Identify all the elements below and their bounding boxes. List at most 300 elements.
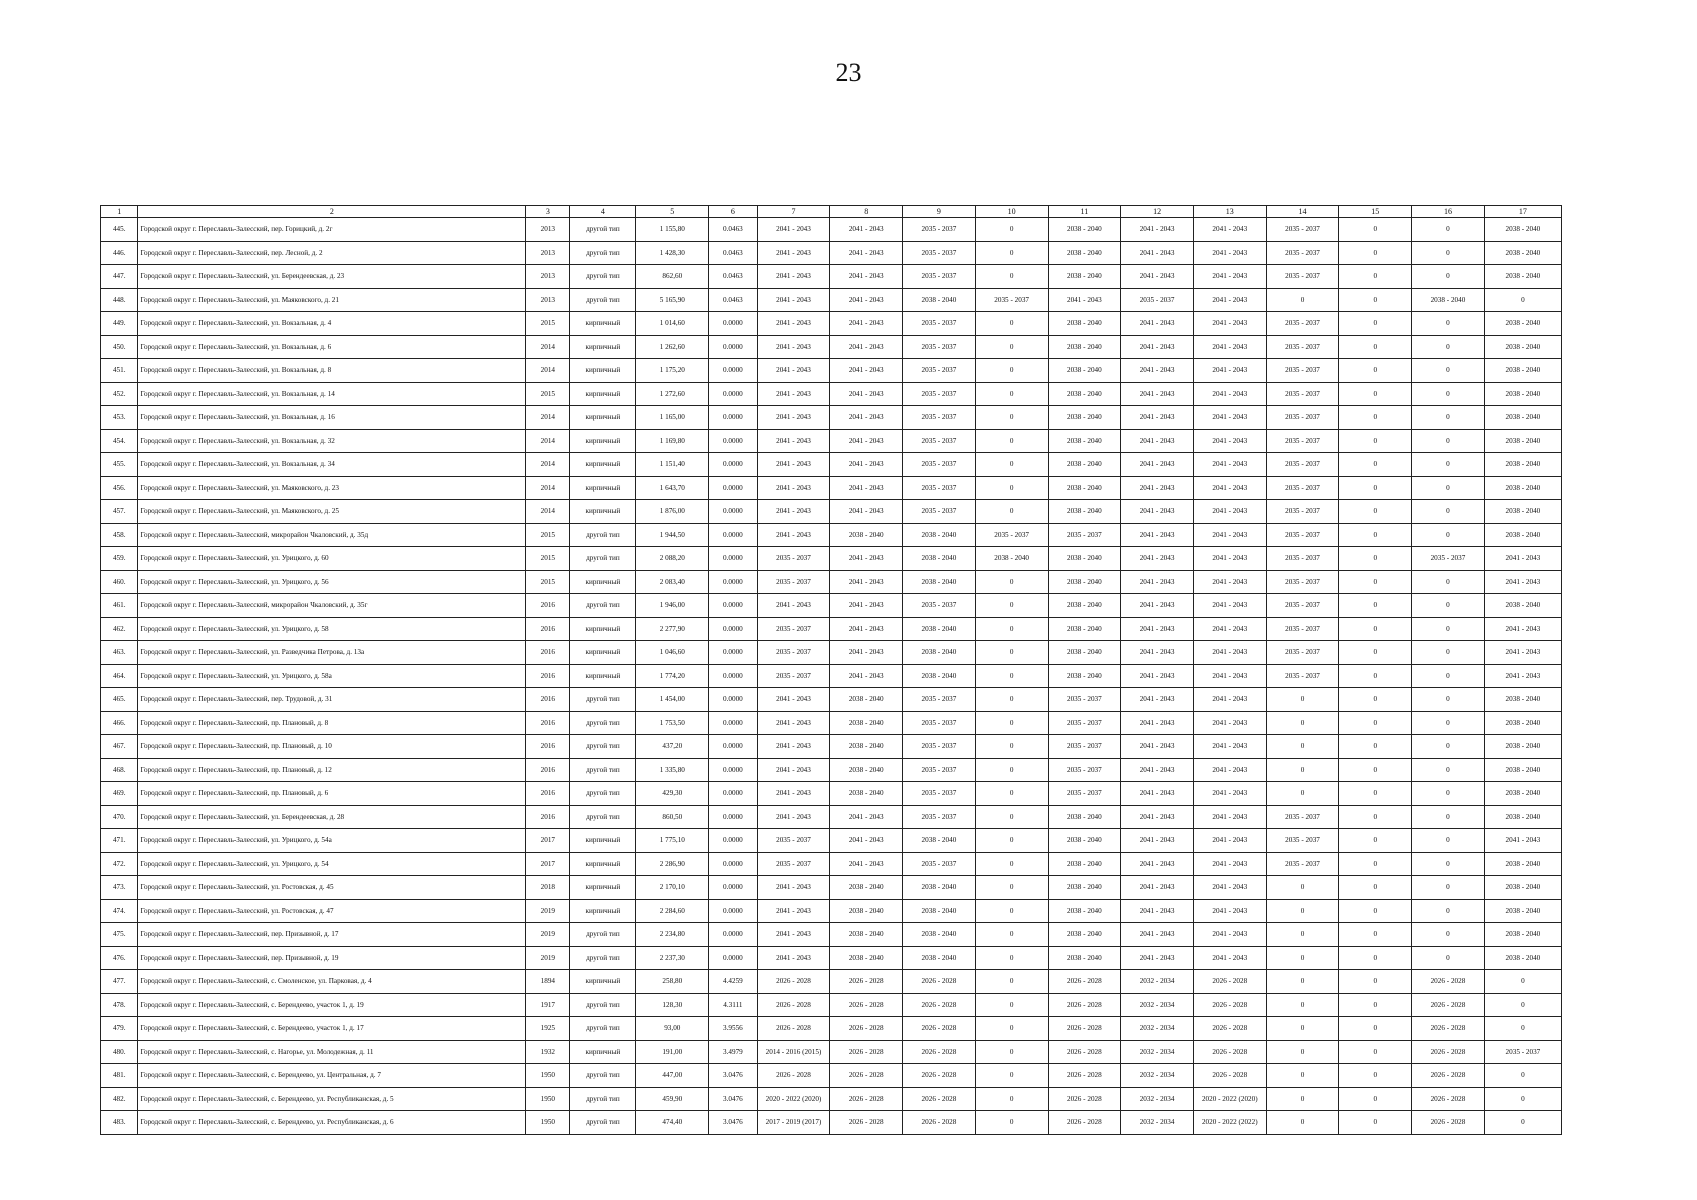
table-cell: 2041 - 2043 [1484, 829, 1561, 853]
table-cell: 2041 - 2043 [1121, 359, 1194, 383]
table-cell: 0 [1484, 288, 1561, 312]
table-cell: 2038 - 2040 [830, 946, 903, 970]
table-cell: 0 [1412, 382, 1485, 406]
table-cell: 2035 - 2037 [903, 594, 976, 618]
table-cell: 2038 - 2040 [1484, 946, 1561, 970]
table-cell: 2016 [526, 617, 570, 641]
table-cell: 2041 - 2043 [1121, 805, 1194, 829]
table-cell: 475. [101, 923, 138, 947]
table-cell: 2041 - 2043 [830, 594, 903, 618]
table-cell: 446. [101, 241, 138, 265]
address-cell: Городской округ г. Переславль-Залесский, пер. Призывной, д. 19 [138, 946, 526, 970]
table-cell: 2032 - 2034 [1121, 1064, 1194, 1088]
table-cell: 0 [975, 1017, 1048, 1041]
table-cell: 2035 - 2037 [1266, 547, 1339, 571]
table-cell: 2041 - 2043 [757, 899, 830, 923]
table-cell: 469. [101, 782, 138, 806]
table-cell: 0.0000 [709, 852, 757, 876]
table-cell: кирпичный [570, 970, 636, 994]
table-cell: 0 [1266, 993, 1339, 1017]
table-cell: другой тип [570, 594, 636, 618]
table-cell: 2041 - 2043 [757, 946, 830, 970]
table-cell: 0 [975, 1064, 1048, 1088]
table-cell: 1 155,80 [636, 218, 709, 242]
table-cell: 467. [101, 735, 138, 759]
table-cell: 1917 [526, 993, 570, 1017]
table-cell: 2035 - 2037 [903, 218, 976, 242]
table-cell: 2026 - 2028 [903, 1040, 976, 1064]
table-cell: 2038 - 2040 [1048, 852, 1121, 876]
table-cell: 2038 - 2040 [1048, 876, 1121, 900]
table-cell: 0 [975, 570, 1048, 594]
address-cell: Городской округ г. Переславль-Залесский, с. Смоленское, ул. Парковая, д. 4 [138, 970, 526, 994]
address-cell: Городской округ г. Переславль-Залесский, с. Берендеево, ул. Республиканская, д. 5 [138, 1087, 526, 1111]
table-cell: 2038 - 2040 [903, 641, 976, 665]
table-cell: 2020 - 2022 (2020) [757, 1087, 830, 1111]
table-cell: кирпичный [570, 1040, 636, 1064]
table-row [101, 735, 1562, 759]
table-cell: 0 [1266, 782, 1339, 806]
table-cell: 2038 - 2040 [1412, 288, 1485, 312]
table-header [101, 206, 1562, 218]
table-cell: 2041 - 2043 [757, 876, 830, 900]
table-cell: 1 944,50 [636, 523, 709, 547]
table-cell: 463. [101, 641, 138, 665]
table-cell: 0 [1412, 359, 1485, 383]
address-cell: Городской округ г. Переславль-Залесский, с. Берендеево, участок 1, д. 17 [138, 1017, 526, 1041]
table-cell: 1 774,20 [636, 664, 709, 688]
table-cell: 2038 - 2040 [1484, 359, 1561, 383]
address-cell: Городской округ г. Переславль-Залесский, ул. Маяковского, д. 25 [138, 500, 526, 524]
table-cell: 2035 - 2037 [1048, 782, 1121, 806]
table-cell: 0 [1339, 923, 1412, 947]
table-cell: 2035 - 2037 [1048, 758, 1121, 782]
table-cell: 2041 - 2043 [1193, 288, 1266, 312]
table-cell: 0 [975, 688, 1048, 712]
table-cell: 0.0000 [709, 641, 757, 665]
table-cell: 0 [1266, 1064, 1339, 1088]
table-cell: 2038 - 2040 [1048, 218, 1121, 242]
table-cell: 2041 - 2043 [830, 500, 903, 524]
header-row [101, 206, 1562, 218]
table-cell: 2038 - 2040 [1484, 711, 1561, 735]
table-cell: кирпичный [570, 852, 636, 876]
table-cell: 0 [1339, 1017, 1412, 1041]
table-cell: 2041 - 2043 [757, 758, 830, 782]
table-cell: 2038 - 2040 [1484, 688, 1561, 712]
table-cell: 0 [975, 664, 1048, 688]
table-cell: 0 [975, 241, 1048, 265]
table-cell: 1950 [526, 1111, 570, 1135]
table-cell: 2038 - 2040 [903, 288, 976, 312]
table-cell: 2041 - 2043 [1121, 758, 1194, 782]
table-cell: 2041 - 2043 [830, 335, 903, 359]
table-cell: 2035 - 2037 [1266, 594, 1339, 618]
table-cell: 2015 [526, 312, 570, 336]
table-cell: 2041 - 2043 [830, 288, 903, 312]
table-cell: 258,80 [636, 970, 709, 994]
table-cell: 2041 - 2043 [1121, 547, 1194, 571]
table-row [101, 1111, 1562, 1135]
table-cell: 2035 - 2037 [903, 805, 976, 829]
table-cell: 0 [1339, 993, 1412, 1017]
table-cell: 2 083,40 [636, 570, 709, 594]
table-cell: 0 [1339, 1064, 1412, 1088]
table-cell: 458. [101, 523, 138, 547]
table-cell: 2041 - 2043 [1121, 735, 1194, 759]
table-cell: 2038 - 2040 [1484, 382, 1561, 406]
table-cell: 0 [1412, 688, 1485, 712]
table-cell: 0 [1266, 758, 1339, 782]
table-cell: 0 [1339, 288, 1412, 312]
table-cell: кирпичный [570, 312, 636, 336]
table-cell: 2035 - 2037 [1266, 265, 1339, 289]
table-cell: 2041 - 2043 [757, 453, 830, 477]
table-cell: 2014 - 2016 (2015) [757, 1040, 830, 1064]
table-cell: 4.4259 [709, 970, 757, 994]
table-cell: 476. [101, 946, 138, 970]
table-cell: 2014 [526, 406, 570, 430]
table-row [101, 500, 1562, 524]
table-cell: 460. [101, 570, 138, 594]
table-cell: 2017 - 2019 (2017) [757, 1111, 830, 1135]
table-cell: другой тип [570, 547, 636, 571]
table-cell: 2017 [526, 829, 570, 853]
table-cell: 2041 - 2043 [1121, 852, 1194, 876]
table-cell: 2035 - 2037 [903, 241, 976, 265]
table-cell: 0 [1266, 1017, 1339, 1041]
table-cell: другой тип [570, 265, 636, 289]
table-row [101, 288, 1562, 312]
table-cell: 0 [1412, 946, 1485, 970]
table-cell: 2041 - 2043 [830, 382, 903, 406]
table-cell: 0 [975, 758, 1048, 782]
table-cell: 0 [1412, 570, 1485, 594]
table-cell: 0 [1412, 617, 1485, 641]
table-cell: 2038 - 2040 [903, 547, 976, 571]
table-cell: 2041 - 2043 [1193, 476, 1266, 500]
table-cell: 0.0000 [709, 500, 757, 524]
table-row [101, 1017, 1562, 1041]
table-cell: другой тип [570, 758, 636, 782]
table-row [101, 688, 1562, 712]
table-cell: кирпичный [570, 453, 636, 477]
table-cell: 2035 - 2037 [757, 617, 830, 641]
table-cell: кирпичный [570, 359, 636, 383]
table-cell: 2026 - 2028 [757, 1064, 830, 1088]
table-cell: 0 [1266, 711, 1339, 735]
table-cell: 2026 - 2028 [1412, 1087, 1485, 1111]
address-cell: Городской округ г. Переславль-Залесский, ул. Вокзальная, д. 14 [138, 382, 526, 406]
table-cell: 2041 - 2043 [830, 852, 903, 876]
table-cell: 2026 - 2028 [903, 993, 976, 1017]
table-cell: 2016 [526, 594, 570, 618]
table-cell: 93,00 [636, 1017, 709, 1041]
column-header: 14 [1266, 206, 1339, 218]
table-cell: 0 [975, 476, 1048, 500]
table-cell: 0 [975, 1111, 1048, 1135]
address-cell: Городской округ г. Переславль-Залесский, ул. Маяковского, д. 21 [138, 288, 526, 312]
table-cell: 2041 - 2043 [1193, 265, 1266, 289]
address-cell: Городской округ г. Переславль-Залесский, ул. Вокзальная, д. 32 [138, 429, 526, 453]
table-cell: 0 [1484, 1017, 1561, 1041]
table-cell: кирпичный [570, 335, 636, 359]
table-cell: другой тип [570, 1064, 636, 1088]
table-cell: другой тип [570, 523, 636, 547]
table-cell: 0 [975, 359, 1048, 383]
table-row [101, 382, 1562, 406]
table-cell: 0 [1412, 406, 1485, 430]
table-cell: 2041 - 2043 [1484, 547, 1561, 571]
table-cell: 2038 - 2040 [1048, 664, 1121, 688]
table-cell: 2041 - 2043 [1121, 429, 1194, 453]
table-cell: кирпичный [570, 617, 636, 641]
table-cell: 2035 - 2037 [1266, 359, 1339, 383]
table-row [101, 312, 1562, 336]
table-row [101, 617, 1562, 641]
table-cell: 2041 - 2043 [1121, 617, 1194, 641]
table-cell: 0.0000 [709, 453, 757, 477]
table-cell: 0 [975, 923, 1048, 947]
table-cell: 2038 - 2040 [1048, 617, 1121, 641]
table-cell: 453. [101, 406, 138, 430]
table-cell: 0 [975, 1040, 1048, 1064]
page-number: 23 [835, 58, 862, 87]
table-cell: 2041 - 2043 [1121, 476, 1194, 500]
address-cell: Городской округ г. Переславль-Залесский, ул. Вокзальная, д. 8 [138, 359, 526, 383]
table-cell: 0 [1412, 923, 1485, 947]
table-cell: 2035 - 2037 [1266, 453, 1339, 477]
table-cell: 2026 - 2028 [1193, 1064, 1266, 1088]
table-cell: 2041 - 2043 [830, 641, 903, 665]
table-row [101, 1064, 1562, 1088]
table-cell: 0 [1339, 641, 1412, 665]
table-cell: 2026 - 2028 [1412, 970, 1485, 994]
table-cell: 2041 - 2043 [1193, 852, 1266, 876]
address-cell: Городской округ г. Переславль-Залесский, пер. Лесной, д. 2 [138, 241, 526, 265]
table-cell: 2038 - 2040 [903, 617, 976, 641]
table-row [101, 594, 1562, 618]
table-cell: 2026 - 2028 [1412, 1064, 1485, 1088]
table-cell: 2041 - 2043 [1121, 312, 1194, 336]
table-cell: 1950 [526, 1064, 570, 1088]
table-cell: 2026 - 2028 [830, 1017, 903, 1041]
table-cell: 2035 - 2037 [903, 852, 976, 876]
table-cell: 2038 - 2040 [1048, 923, 1121, 947]
table-cell: 2035 - 2037 [903, 406, 976, 430]
table-cell: 0.0000 [709, 782, 757, 806]
address-cell: Городской округ г. Переславль-Залесский, с. Берендеево, ул. Республиканская, д. 6 [138, 1111, 526, 1135]
table-cell: 0.0000 [709, 876, 757, 900]
table-cell: 474. [101, 899, 138, 923]
table-cell: 0.0000 [709, 946, 757, 970]
table-cell: 2041 - 2043 [757, 782, 830, 806]
table-cell: 2041 - 2043 [830, 312, 903, 336]
table-cell: 0 [975, 829, 1048, 853]
address-cell: Городской округ г. Переславль-Залесский, пр. Плановый, д. 10 [138, 735, 526, 759]
table-cell: 2038 - 2040 [1048, 241, 1121, 265]
table-cell: 2016 [526, 664, 570, 688]
table-cell: 2041 - 2043 [1193, 758, 1266, 782]
table-cell: 2038 - 2040 [830, 782, 903, 806]
table-cell: 0 [1266, 735, 1339, 759]
table-cell: 0 [1412, 735, 1485, 759]
table-cell: 0 [1339, 688, 1412, 712]
table-cell: 2035 - 2037 [903, 500, 976, 524]
table-row [101, 523, 1562, 547]
table-cell: 2041 - 2043 [830, 829, 903, 853]
table-cell: 2026 - 2028 [1048, 993, 1121, 1017]
table-cell: 478. [101, 993, 138, 1017]
table-cell: 1 775,10 [636, 829, 709, 853]
table-cell: 479. [101, 1017, 138, 1041]
table-cell: 0 [1266, 876, 1339, 900]
table-cell: 2 237,30 [636, 946, 709, 970]
table-cell: 437,20 [636, 735, 709, 759]
table-cell: 2026 - 2028 [830, 1040, 903, 1064]
table-cell: другой тип [570, 805, 636, 829]
table-cell: 2 234,80 [636, 923, 709, 947]
table-cell: 0 [975, 1087, 1048, 1111]
table-cell: 0.0000 [709, 406, 757, 430]
table-cell: кирпичный [570, 476, 636, 500]
table-cell: 0 [1339, 476, 1412, 500]
column-header: 1 [101, 206, 138, 218]
table-cell: 0 [1412, 758, 1485, 782]
table-cell: 2013 [526, 288, 570, 312]
table-cell: 2026 - 2028 [757, 1017, 830, 1041]
table-cell: 2041 - 2043 [1484, 641, 1561, 665]
address-cell: Городской округ г. Переславль-Залесский, ул. Берендеевская, д. 23 [138, 265, 526, 289]
table-cell: 2041 - 2043 [757, 288, 830, 312]
table-cell: 2038 - 2040 [1048, 453, 1121, 477]
table-cell: 0 [975, 453, 1048, 477]
table-cell: 0 [1339, 429, 1412, 453]
column-header: 9 [903, 206, 976, 218]
table-cell: 2041 - 2043 [757, 523, 830, 547]
table-cell: 2038 - 2040 [1484, 312, 1561, 336]
table-cell: 450. [101, 335, 138, 359]
column-header: 5 [636, 206, 709, 218]
table-cell: 0 [1412, 429, 1485, 453]
table-cell: 2041 - 2043 [1121, 899, 1194, 923]
table-cell: 0.0000 [709, 382, 757, 406]
table-cell: 2035 - 2037 [975, 288, 1048, 312]
table-row [101, 476, 1562, 500]
table-cell: 2038 - 2040 [1484, 594, 1561, 618]
housing-table [100, 205, 1562, 1135]
table-cell: 2038 - 2040 [1484, 852, 1561, 876]
table-cell: 2041 - 2043 [830, 218, 903, 242]
table-cell: 2038 - 2040 [1484, 429, 1561, 453]
table-cell: 472. [101, 852, 138, 876]
table-cell: 2041 - 2043 [1193, 594, 1266, 618]
table-cell: 2035 - 2037 [757, 852, 830, 876]
table-cell: 2014 [526, 429, 570, 453]
table-cell: кирпичный [570, 500, 636, 524]
table-cell: 2016 [526, 758, 570, 782]
table-cell: 2035 - 2037 [903, 265, 976, 289]
address-cell: Городской округ г. Переславль-Залесский, ул. Вокзальная, д. 34 [138, 453, 526, 477]
table-cell: 2032 - 2034 [1121, 1017, 1194, 1041]
table-cell: кирпичный [570, 829, 636, 853]
table-cell: 2041 - 2043 [1193, 923, 1266, 947]
table-cell: 1 046,60 [636, 641, 709, 665]
table-cell: 0 [1484, 1087, 1561, 1111]
table-row [101, 852, 1562, 876]
table-cell: 461. [101, 594, 138, 618]
table-cell: 445. [101, 218, 138, 242]
table-cell: 2026 - 2028 [1193, 1040, 1266, 1064]
table-cell: 0 [1339, 382, 1412, 406]
column-header: 4 [570, 206, 636, 218]
table-row [101, 265, 1562, 289]
table-cell: 0 [1412, 594, 1485, 618]
table-cell: 0 [975, 993, 1048, 1017]
table-cell: 0 [1412, 829, 1485, 853]
table-cell: 2026 - 2028 [903, 1017, 976, 1041]
table-cell: 0 [1339, 946, 1412, 970]
table-cell: 2041 - 2043 [830, 453, 903, 477]
table-row [101, 547, 1562, 571]
table-cell: 0 [1339, 335, 1412, 359]
table-cell: 2016 [526, 688, 570, 712]
table-cell: 2026 - 2028 [830, 1064, 903, 1088]
address-cell: Городской округ г. Переславль-Залесский, ул. Вокзальная, д. 4 [138, 312, 526, 336]
table-cell: 860,50 [636, 805, 709, 829]
table-cell: 2026 - 2028 [903, 1087, 976, 1111]
table-cell: 0.0000 [709, 664, 757, 688]
table-cell: 2 286,90 [636, 852, 709, 876]
table-cell: 0 [975, 899, 1048, 923]
table-cell: 1 335,80 [636, 758, 709, 782]
table-cell: 2038 - 2040 [903, 876, 976, 900]
table-cell: 0 [1339, 218, 1412, 242]
table-cell: 2038 - 2040 [1048, 899, 1121, 923]
address-cell: Городской округ г. Переславль-Залесский, с. Берендеево, ул. Центральная, д. 7 [138, 1064, 526, 1088]
table-cell: 2017 [526, 852, 570, 876]
column-header: 11 [1048, 206, 1121, 218]
table-cell: 0 [1412, 876, 1485, 900]
table-cell: 480. [101, 1040, 138, 1064]
table-cell: 2032 - 2034 [1121, 1111, 1194, 1135]
address-cell: Городской округ г. Переславль-Залесский, ул. Вокзальная, д. 16 [138, 406, 526, 430]
table-cell: 2035 - 2037 [1266, 406, 1339, 430]
table-cell: 2038 - 2040 [1048, 547, 1121, 571]
table-body [101, 218, 1562, 1135]
table-cell: 2026 - 2028 [903, 1111, 976, 1135]
table-cell: 2016 [526, 782, 570, 806]
table-cell: 2035 - 2037 [1266, 852, 1339, 876]
table-cell: 2026 - 2028 [1193, 1017, 1266, 1041]
table-cell: 466. [101, 711, 138, 735]
table-cell: 1 946,00 [636, 594, 709, 618]
table-cell: 0 [1266, 923, 1339, 947]
table-row [101, 1087, 1562, 1111]
table-cell: другой тип [570, 735, 636, 759]
table-cell: 2038 - 2040 [1484, 923, 1561, 947]
table-cell: 2035 - 2037 [757, 664, 830, 688]
address-cell: Городской округ г. Переславль-Залесский, пр. Плановый, д. 6 [138, 782, 526, 806]
table-row [101, 241, 1562, 265]
address-cell: Городской округ г. Переславль-Залесский, ул. Урицкого, д. 56 [138, 570, 526, 594]
table-cell: 0 [975, 876, 1048, 900]
table-cell: 2038 - 2040 [1484, 523, 1561, 547]
table-cell: 0 [1339, 406, 1412, 430]
table-cell: 2041 - 2043 [1193, 312, 1266, 336]
table-cell: кирпичный [570, 664, 636, 688]
table-cell: 2038 - 2040 [830, 923, 903, 947]
